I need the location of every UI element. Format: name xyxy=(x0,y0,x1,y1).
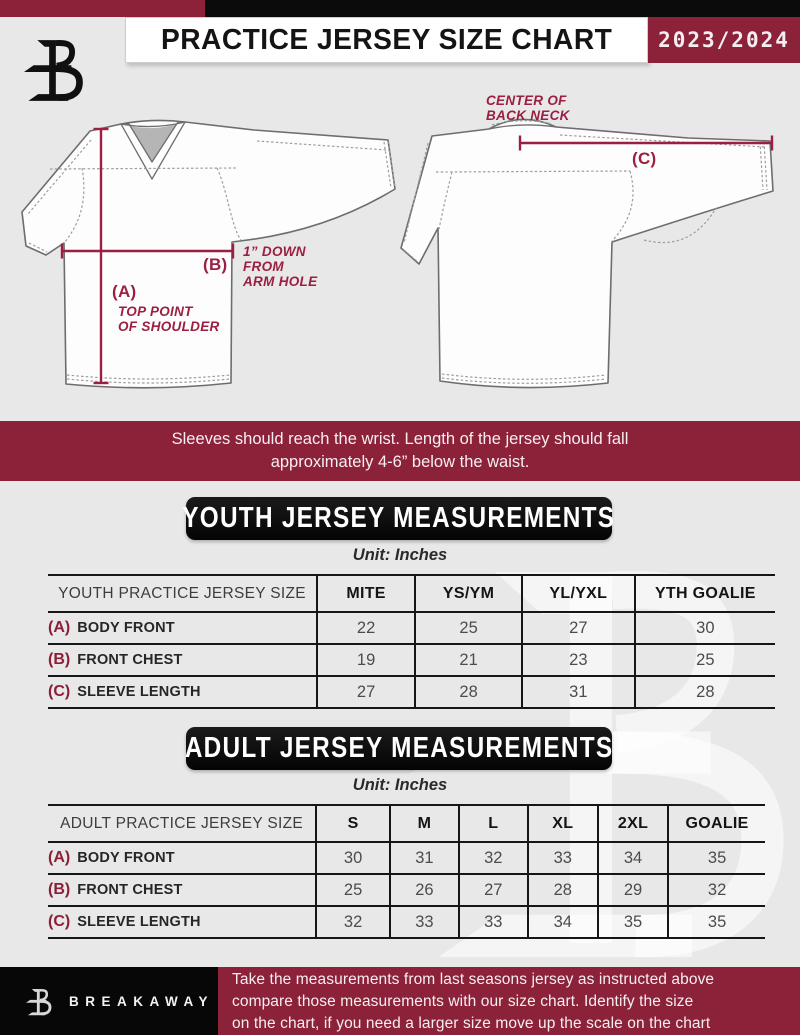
cell-value: 34 xyxy=(598,842,668,874)
cell-value: 25 xyxy=(316,874,390,906)
cell-value: 25 xyxy=(415,612,522,644)
brand-logo-icon-small xyxy=(26,983,58,1020)
youth-header-yl-yxl: YL/YXL xyxy=(522,575,635,612)
cell-value: 31 xyxy=(522,676,635,708)
cell-value: 33 xyxy=(390,906,459,938)
cell-value: 32 xyxy=(316,906,390,938)
measurement-label-a: (A) xyxy=(112,282,137,301)
measurement-label-b: (B) xyxy=(203,255,228,274)
page-title: PRACTICE JERSEY SIZE CHART xyxy=(160,23,613,56)
row-label: FRONT CHEST xyxy=(77,652,183,668)
adult-row-front-chest xyxy=(48,874,765,906)
footer-brand-block xyxy=(0,967,218,1035)
adult-header-s: S xyxy=(316,805,390,842)
row-key: (C) xyxy=(48,683,71,700)
season-label: 2023/2024 xyxy=(658,28,790,52)
cell-value: 32 xyxy=(668,874,765,906)
cell-value: 21 xyxy=(415,644,522,676)
fit-guidance-banner xyxy=(0,421,800,481)
jersey-diagrams xyxy=(0,63,800,420)
adult-table-header-row xyxy=(48,805,765,842)
footer-instructions xyxy=(218,967,800,1035)
adult-section-heading: ADULT JERSEY MEASUREMENTS xyxy=(186,727,612,770)
row-label: BODY FRONT xyxy=(77,850,175,866)
row-key: (C) xyxy=(48,913,71,930)
brand-logo-icon xyxy=(24,26,98,112)
youth-table-header-row xyxy=(48,575,775,612)
cell-value: 23 xyxy=(522,644,635,676)
cell-value: 28 xyxy=(635,676,775,708)
adult-header-m: M xyxy=(390,805,459,842)
youth-header-mite: MITE xyxy=(317,575,415,612)
adult-unit-label: Unit: Inches xyxy=(352,776,448,794)
youth-row-sleeve-length xyxy=(48,676,775,708)
row-key: (B) xyxy=(48,651,71,668)
footer-note-line-1: Take the measurements from last seasons jersey as instructed above xyxy=(232,971,715,988)
cell-value: 27 xyxy=(317,676,415,708)
top-point-of-shoulder-note: TOP POINT OF SHOULDER xyxy=(118,304,220,334)
youth-unit-label: Unit: Inches xyxy=(352,546,448,564)
row-label: SLEEVE LENGTH xyxy=(77,914,201,930)
cell-value: 35 xyxy=(668,842,765,874)
cell-value: 28 xyxy=(415,676,522,708)
adult-row-body-front xyxy=(48,842,765,874)
footer-note-line-3: on the chart, if you need a larger size move up the scale on the chart xyxy=(232,1015,711,1032)
back-jersey-drawing xyxy=(401,119,773,387)
cell-value: 32 xyxy=(459,842,528,874)
arm-hole-note: 1” DOWN FROM ARM HOLE xyxy=(243,244,318,289)
season-badge xyxy=(648,17,800,63)
banner-line-2: approximately 4-6” below the waist. xyxy=(270,453,530,471)
adult-row-sleeve-length xyxy=(48,906,765,938)
cell-value: 27 xyxy=(459,874,528,906)
adult-header-xl: XL xyxy=(528,805,598,842)
row-key: (A) xyxy=(48,849,71,866)
cell-value: 25 xyxy=(635,644,775,676)
brand-name: BREAKAWAY xyxy=(69,993,215,1009)
measurement-label-c: (C) xyxy=(632,149,657,168)
youth-header-ys-ym: YS/YM xyxy=(415,575,522,612)
row-key: (B) xyxy=(48,881,71,898)
cell-value: 33 xyxy=(528,842,598,874)
cell-value: 30 xyxy=(316,842,390,874)
top-accent-bar-maroon xyxy=(0,0,205,17)
adult-header-label: ADULT PRACTICE JERSEY SIZE xyxy=(48,805,316,842)
cell-value: 34 xyxy=(528,906,598,938)
cell-value: 28 xyxy=(528,874,598,906)
cell-value: 26 xyxy=(390,874,459,906)
youth-row-front-chest xyxy=(48,644,775,676)
youth-row-body-front xyxy=(48,612,775,644)
row-label: FRONT CHEST xyxy=(77,882,183,898)
cell-value: 35 xyxy=(668,906,765,938)
cell-value: 27 xyxy=(522,612,635,644)
adult-header-goalie: GOALIE xyxy=(668,805,765,842)
cell-value: 22 xyxy=(317,612,415,644)
row-label: BODY FRONT xyxy=(77,620,175,636)
youth-size-table xyxy=(48,574,775,709)
cell-value: 29 xyxy=(598,874,668,906)
banner-line-1: Sleeves should reach the wrist. Length of the jersey should fall xyxy=(171,430,629,448)
row-label: SLEEVE LENGTH xyxy=(77,684,201,700)
cell-value: 35 xyxy=(598,906,668,938)
youth-section-heading: YOUTH JERSEY MEASUREMENTS xyxy=(186,497,612,540)
center-back-neck-note: CENTER OF BACK NECK xyxy=(486,93,570,123)
row-key: (A) xyxy=(48,619,71,636)
adult-size-table xyxy=(48,804,765,939)
top-accent-bar-black xyxy=(205,0,800,17)
page-title-box xyxy=(125,17,648,63)
footer-note-line-2: compare those measurements with our size chart. Identify the size xyxy=(232,993,694,1010)
adult-header-2xl: 2XL xyxy=(598,805,668,842)
cell-value: 30 xyxy=(635,612,775,644)
youth-header-goalie: YTH GOALIE xyxy=(635,575,775,612)
cell-value: 33 xyxy=(459,906,528,938)
back-jersey-outline xyxy=(401,119,773,387)
cell-value: 31 xyxy=(390,842,459,874)
cell-value: 19 xyxy=(317,644,415,676)
adult-header-l: L xyxy=(459,805,528,842)
youth-header-label: YOUTH PRACTICE JERSEY SIZE xyxy=(48,575,317,612)
